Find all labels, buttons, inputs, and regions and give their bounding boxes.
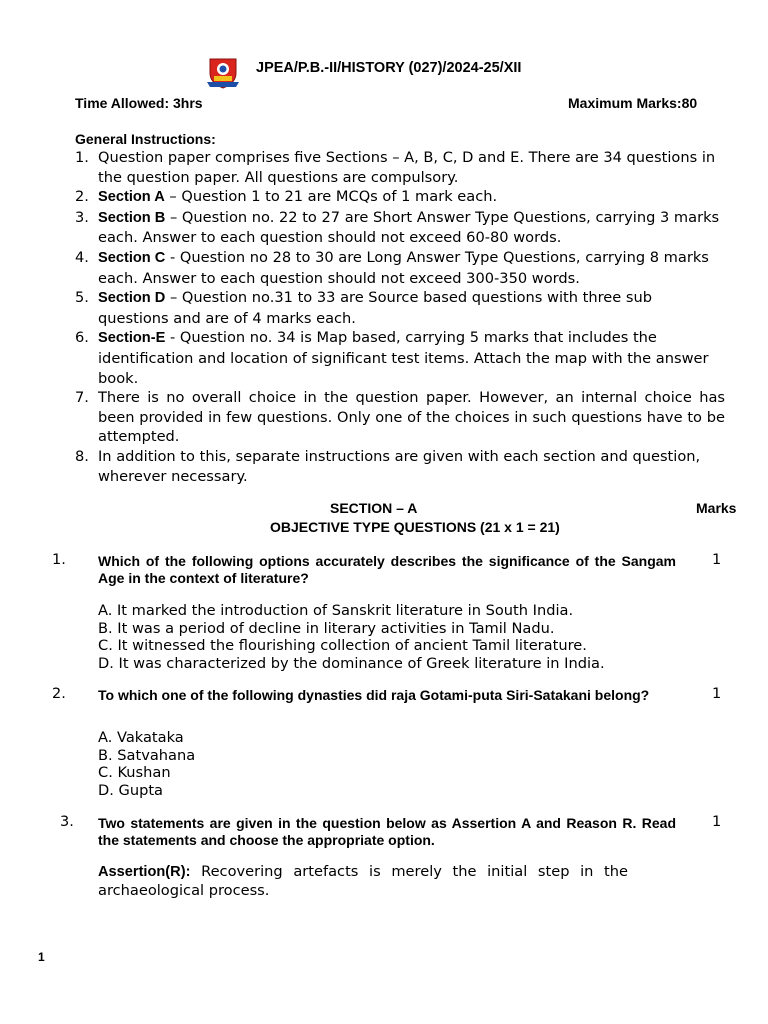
instructions-list (75, 148, 725, 486)
instruction-number: 2. (75, 188, 89, 206)
instruction-number: 7. (75, 389, 89, 407)
question-marks: 1 (712, 552, 722, 568)
option-item: A. It marked the introduction of Sanskrit literature in South India. (98, 602, 574, 619)
instruction-section-label: Section B (98, 209, 166, 226)
maximum-marks: Maximum Marks:80 (568, 95, 698, 111)
section-subtitle: OBJECTIVE TYPE QUESTIONS (21 x 1 = 21) (270, 519, 560, 535)
instruction-text: - Question no 28 to 30 are Long Answer Type Questions, carrying 8 marks each. Answer to each question should not exceed 300-350 words. (98, 248, 709, 287)
instruction-section-label: Section-E (98, 330, 166, 347)
instruction-item (75, 328, 725, 388)
paper-title: JPEA/P.B.-II/HISTORY (027)/2024-25/XII (256, 60, 522, 76)
option-item: C. It witnessed the flourishing collection of ancient Tamil literature. (98, 637, 587, 654)
school-logo (205, 55, 241, 91)
instruction-text: There is no overall choice in the question paper. However, an internal choice has been provided in few questions. Only one of the choices in such questions have to be attempted. (98, 389, 725, 446)
option-item: C. Kushan (98, 764, 171, 781)
instruction-item (75, 248, 725, 288)
section-title: SECTION – A (330, 500, 418, 516)
instruction-item (75, 208, 725, 248)
question-marks: 1 (712, 686, 722, 702)
instruction-text: – Question no.31 to 33 are Source based questions with three sub questions and are of 4 marks each. (98, 289, 653, 327)
instruction-text: - Question no. 34 is Map based, carrying 5 marks that includes the identification and location of significant test items. Attach the map with the answer book. (98, 329, 709, 387)
instruction-item (75, 447, 725, 486)
instruction-text: – Question no. 22 to 27 are Short Answer Type Questions, carrying 3 marks each. Answer to each question should not exceed 60-80 words. (98, 208, 720, 247)
option-item: D. It was characterized by the dominance of Greek literature in India. (98, 654, 605, 672)
question-marks: 1 (712, 814, 722, 830)
instruction-section-label: Section C (98, 249, 166, 266)
instruction-section-label: Section D (98, 290, 166, 307)
time-allowed: Time Allowed: 3hrs (75, 95, 203, 111)
instruction-item (75, 388, 725, 447)
option-item: B. It was a period of decline in literary activities in Tamil Nadu. (98, 619, 555, 637)
instruction-number: 5. (75, 289, 89, 307)
instruction-text: – Question 1 to 21 are MCQs of 1 mark each. (164, 188, 498, 206)
question-text: To which one of the following dynasties did raja Gotami-puta Siri-Satakani belong? (98, 687, 650, 703)
question-number: 2. (52, 686, 66, 702)
question-options (98, 729, 195, 799)
instruction-item (75, 187, 725, 208)
option-item: B. Satvahana (98, 746, 196, 764)
assertion-text: Recovering artefacts is merely the initial step in the archaeological process. (98, 863, 628, 899)
instruction-number: 1. (75, 149, 89, 166)
question-text: Two statements are given in the question below as Assertion A and Reason R. Read the statements and choose the appropriate option. (98, 815, 676, 848)
instruction-item (75, 148, 725, 187)
instruction-text: Question paper comprises five Sections – A, B, C, D and E. There are 34 questions in the question paper. All questions are compulsory. (98, 149, 716, 186)
option-item: A. Vakataka (98, 729, 184, 746)
school-logo-icon (205, 55, 241, 91)
instruction-number: 6. (75, 329, 89, 347)
instruction-number: 3. (75, 208, 89, 226)
assertion-statement (98, 863, 628, 899)
option-item: D. Gupta (98, 781, 164, 799)
marks-column-label: Marks (696, 500, 737, 516)
instruction-item (75, 288, 725, 328)
page-number: 1 (38, 950, 45, 964)
instructions-heading: General Instructions: (75, 131, 216, 147)
question-number: 1. (52, 552, 66, 568)
question-options (98, 602, 605, 672)
instruction-text: In addition to this, separate instructions are given with each section and question, wherever necessary. (98, 447, 701, 485)
question-text: Which of the following options accurately describes the significance of the Sangam Age in the context of literature? (98, 553, 676, 586)
instruction-number: 4. (75, 248, 89, 266)
question-number: 3. (60, 814, 74, 830)
assertion-label: Assertion(R): (98, 864, 191, 880)
instruction-section-label: Section A (98, 189, 165, 206)
instruction-number: 8. (75, 447, 89, 465)
